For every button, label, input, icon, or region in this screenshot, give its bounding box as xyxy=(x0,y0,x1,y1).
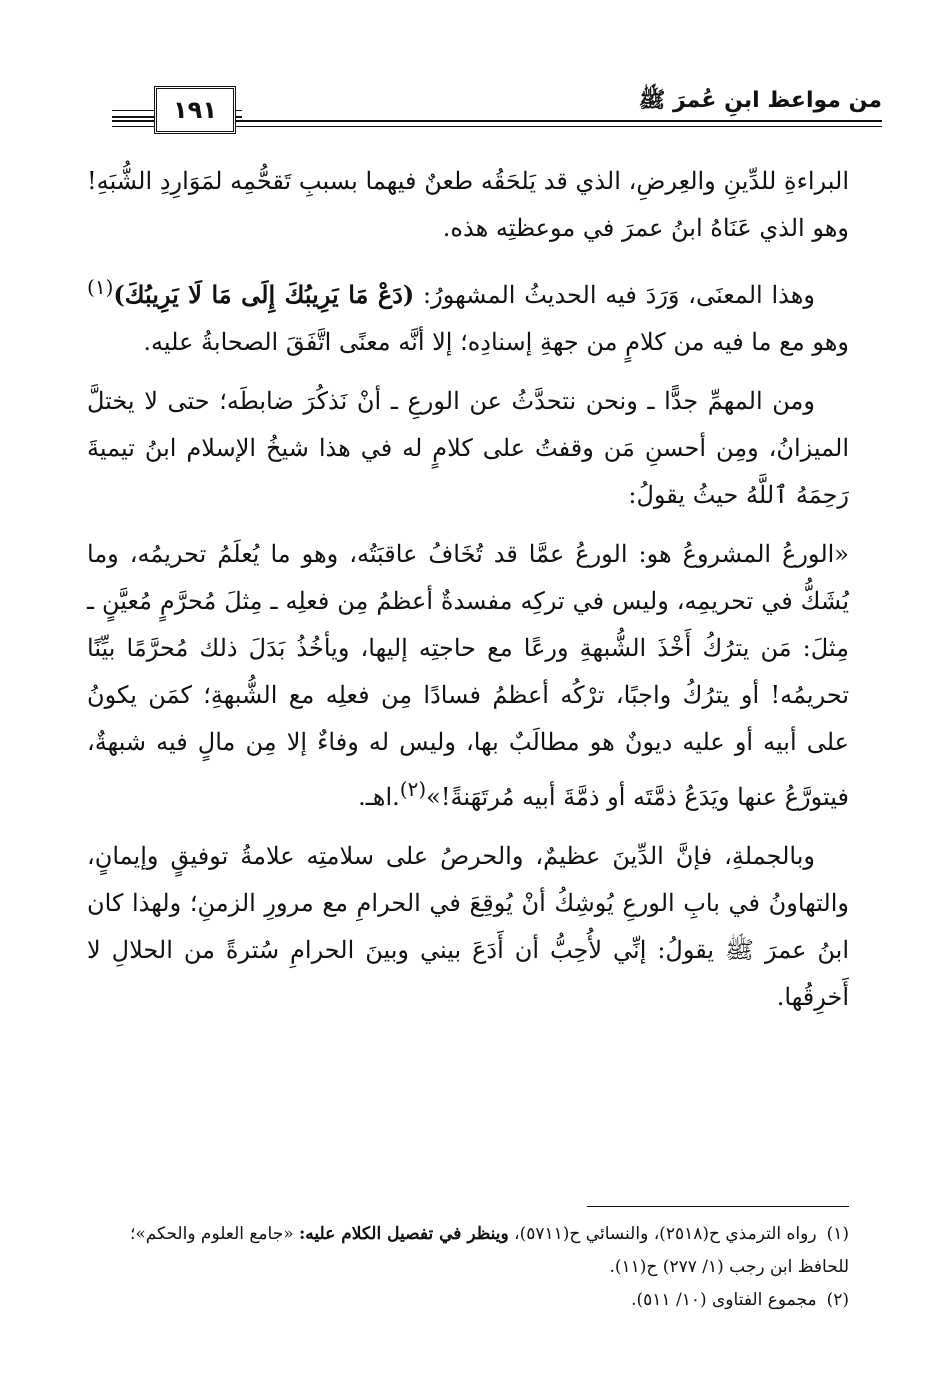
running-title: من مواعظ ابنِ عُمرَ ﷺ xyxy=(638,88,882,113)
page-header xyxy=(112,78,882,134)
paragraph-text: وهذا المعنَى، وَرَدَ فيه الحديثُ المشهورُ: xyxy=(414,281,815,309)
footnote-text: رواه الترمذي ح(٢٥١٨)، والنسائي ح(٥٧١١)، xyxy=(508,1224,817,1244)
paragraph: وبالجملةِ، فإنَّ الدِّينَ عظيمٌ، والحرصُ على سلامتِه علامةُ توفيقٍ وإيمانٍ، والتهاونُ في بابِ الورعِ يُوشِكُ أنْ يُوقِعَ في الحرامِ مع مرورِ الزمنِ؛ ولهذا كان ابنُ عمرَ ﷺ يقولُ: إنِّي لأُحِبُّ أن أَدَعَ بيني وبينَ الحرامِ سُترةً من الحلالِ لا أَخرِقُها. xyxy=(87,842,849,1011)
footnote-ref: (٢) xyxy=(399,777,427,801)
quote-paragraph xyxy=(87,531,849,821)
footnote-text: «جامع العلوم والحكم»؛ للحافظ ابن رجب (١/ ٢٧٧) ح(١١). xyxy=(129,1224,849,1277)
footnotes xyxy=(87,1218,849,1317)
quote-text: «الورعُ المشروعُ هو: الورعُ عمَّا قد تُخَافُ عاقبَتُه، وهو ما يُعلَمُ تحريمُه، وما يُشَكُّ في تحريمِه، وليس في تركِه مفسدةٌ أعظمُ مِن فعلِه ـ مِثلَ مُحرَّمٍ مُعيَّنٍ ـ مِثلَ: مَن يترُكُ أَخْذَ الشُّبهةِ ورعًا مع حاجتِه إليها، ويأخُذُ بَدَلَ ذلك مُحرَّمًا بيِّنًا تحريمُه! أو يترُكُ واجبًا، ترْكُه أعظمُ فسادًا مِن فعلِه مع الشُّبهةِ؛ كمَن يكونُ على أبيه أو عليه ديونٌ هو مطالَبٌ بها، وليس له وفاءٌ إلا مِن مالٍ فيه شبهةٌ، فيتورَّعُ عنها ويَدَعُ ذمَّتَه أو ذمَّةَ أبيه مُرتَهَنةً!» xyxy=(87,540,849,811)
footnote-separator xyxy=(587,1206,849,1207)
paragraph: ومن المهمِّ جدًّا ـ ونحن نتحدَّثُ عن الورعِ ـ أنْ نَذكُرَ ضابطَه؛ حتى لا يختلَّ الميزانُ، ومِن أحسنِ مَن وقفتُ على كلامٍ له في هذا شيخُ الإسلام ابنُ تيميةَ رَحِمَهُ ٱللَّهُ حيثُ يقولُ: xyxy=(87,387,849,509)
page-number: ١٩١ xyxy=(173,96,217,124)
footnote-number: (١) xyxy=(826,1224,849,1244)
hadith-quote: (دَعْ مَا يَرِيبُكَ إِلَى مَا لَا يَرِيبُكَ) xyxy=(113,280,415,309)
footnote-text: مجموع الفتاوى (١٠/ ٥١١). xyxy=(631,1290,817,1310)
footnote-ref: (١) xyxy=(87,275,114,299)
paragraph: البراءةِ للدِّينِ والعِرضِ، الذي قد يَلحَقُه طعنٌ فيهما بسببِ تَقحُّمِه لمَوَارِدِ الشُّبَهِ! وهو الذي عَنَاهُ ابنُ عمرَ في موعظتِه هذه. xyxy=(87,167,849,242)
page-number-box xyxy=(154,86,236,134)
paragraph xyxy=(87,264,849,366)
footnote xyxy=(87,1284,849,1317)
main-text xyxy=(87,158,849,1033)
footnote xyxy=(87,1218,849,1284)
footnote-number: (٢) xyxy=(826,1290,849,1310)
quote-end: .اهـ. xyxy=(358,783,400,811)
paragraph-text: وهو مع ما فيه من كلامٍ من جهةِ إسنادِه؛ إلا أنَّه معنًى اتَّفَقَ الصحابةُ عليه. xyxy=(143,328,849,356)
footnote-bold-text: وينظر في تفصيل الكلام عليه: xyxy=(299,1224,509,1244)
